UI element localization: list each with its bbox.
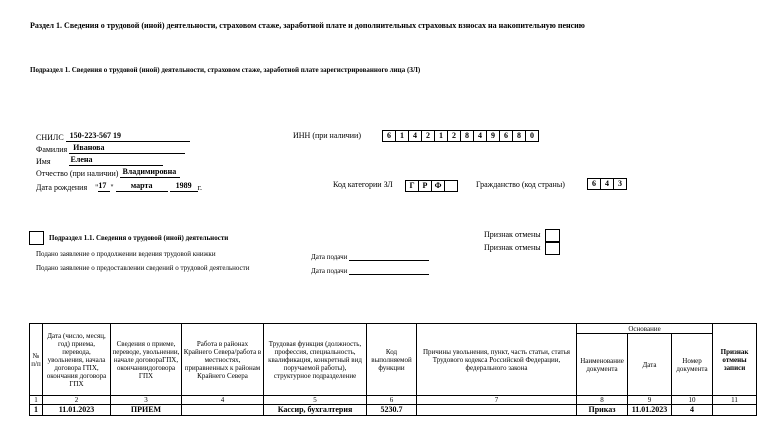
inn-digit-cell: 8 — [461, 131, 474, 141]
citizenship-label: Гражданство (код страны) — [476, 180, 565, 189]
category-letter-cell: Ф — [432, 181, 445, 191]
column-number: 11 — [713, 396, 757, 405]
column-number: 7 — [417, 396, 577, 405]
citizenship-digit-cell: 3 — [618, 179, 622, 188]
inn-digit-cell: 6 — [383, 131, 396, 141]
column-number: 2 — [43, 396, 111, 405]
birth-quote-close: " — [110, 183, 114, 192]
birth-quote-open: " — [95, 183, 99, 192]
citizenship-digit-cell: 6 — [588, 179, 601, 189]
header-doc-name: Наименование документа — [577, 334, 628, 396]
birth-day: 17 — [98, 181, 110, 192]
inn-digit-cell: 1 — [396, 131, 409, 141]
inn-label: ИНН (при наличии) — [293, 131, 361, 140]
inn-digit-cell: 2 — [422, 131, 435, 141]
header-event: Сведения о приеме, переводе, увольнении, начале договораГПХ, окончаниидоговора ГПХ — [111, 324, 182, 396]
cancel-checkbox-2[interactable] — [545, 242, 560, 255]
patronymic-row — [36, 167, 180, 178]
name-value: Елена — [69, 155, 163, 166]
cell-n: 1 — [30, 405, 43, 416]
category-label: Код категории ЗЛ — [333, 180, 393, 189]
column-number: 9 — [628, 396, 672, 405]
column-number: 8 — [577, 396, 628, 405]
inn-digit-cell: 4 — [409, 131, 422, 141]
subsection-title: Подраздел 1. Сведения о трудовой (иной) деятельности, страховом стаже, заработной плате зарегистрированного лица (ЗЛ) — [30, 66, 421, 74]
inn-digit-cell: 4 — [474, 131, 487, 141]
header-doc-number: Номер документа — [672, 334, 713, 396]
surname-row — [36, 143, 185, 154]
subsection-checkbox[interactable] — [29, 231, 44, 245]
column-number: 5 — [264, 396, 367, 405]
birth-label: Дата рождения — [36, 183, 88, 192]
statement-2: Подано заявление о предоставлении сведений о трудовой деятельности — [36, 264, 250, 272]
patronymic-label: Отчество (при наличии) — [36, 169, 119, 178]
column-number: 3 — [111, 396, 182, 405]
date-field-2[interactable] — [349, 264, 429, 275]
column-number: 10 — [672, 396, 713, 405]
category-field — [405, 180, 458, 192]
inn-digit-cell: 8 — [513, 131, 526, 141]
column-number: 1 — [30, 396, 43, 405]
citizenship-field — [587, 178, 627, 190]
cell-north — [182, 405, 264, 416]
column-number: 4 — [182, 396, 264, 405]
category-letter-cell: Г — [406, 181, 419, 191]
header-date: Дата (число, месяц, год) приема, перевода, увольнения, начала договора ГПХ, окончания договора ГПХ — [43, 324, 111, 396]
date-field-1[interactable] — [349, 250, 429, 261]
statement-1: Подано заявление о продолжении ведения трудовой книжки — [36, 250, 216, 258]
cell-event: ПРИЕМ — [111, 405, 182, 416]
inn-digit-cell: 1 — [435, 131, 448, 141]
header-function: Трудовая функция (должность, профессия, специальность, квалификация, конкретный вид поручаемой работы), структурное подразделение — [264, 324, 367, 396]
birth-row — [36, 181, 202, 192]
inn-digit-cell: 6 — [500, 131, 513, 141]
category-letter-cell: Р — [419, 181, 432, 191]
category-letter-cell — [445, 181, 457, 191]
header-north: Работа в районах Крайнего Севера/работа в местностях, приравненных к районам Крайнего Севера — [182, 324, 264, 396]
cell-doc-number: 4 — [672, 405, 713, 416]
subsection-11-title: Подраздел 1.1. Сведения о трудовой (иной) деятельности — [49, 234, 229, 242]
name-row — [36, 155, 163, 166]
header-basis: Основание — [577, 324, 713, 334]
cell-doc-date: 11.01.2023 — [628, 405, 672, 416]
cell-reasons — [417, 405, 577, 416]
inn-digit-cell: 9 — [487, 131, 500, 141]
inn-digit-cell: 0 — [530, 131, 534, 140]
patronymic-value: Владимировна — [120, 167, 180, 178]
snils-value: 150-223-567 19 — [66, 131, 190, 142]
citizenship-digit-cell: 4 — [601, 179, 614, 189]
cancel-checkbox-1[interactable] — [545, 229, 560, 242]
cell-code: 5230.7 — [367, 405, 417, 416]
birth-month: марта — [116, 181, 168, 192]
date-submit-row-2 — [311, 264, 429, 275]
work-activity-table — [29, 323, 757, 416]
header-n: № п/п — [30, 324, 43, 396]
birth-suffix: г. — [197, 183, 203, 192]
column-number: 6 — [367, 396, 417, 405]
birth-year: 1989 — [170, 181, 198, 192]
name-label: Имя — [36, 157, 51, 166]
cell-cancel — [713, 405, 757, 416]
surname-value: Иванова — [69, 143, 185, 154]
cell-function: Кассир, бухгалтерия — [264, 405, 367, 416]
header-cancel: Признак отмены записи — [713, 324, 757, 396]
header-code: Код выполняемой функции — [367, 324, 417, 396]
snils-label: СНИЛС — [36, 133, 64, 142]
cell-doc-name: Приказ — [577, 405, 628, 416]
date-label-2: Дата подачи — [311, 267, 348, 275]
cell-date: 11.01.2023 — [43, 405, 111, 416]
header-doc-date: Дата — [628, 334, 672, 396]
column-number-row — [30, 396, 757, 405]
section-title: Раздел 1. Сведения о трудовой (иной) деятельности, страховом стаже, заработной плате и дополнительных страховых взносах на накопительную пенсию — [30, 21, 585, 30]
date-label-1: Дата подачи — [311, 253, 348, 261]
date-submit-row-1 — [311, 250, 429, 261]
cancel-label-1: Признак отмены — [484, 230, 541, 239]
table-row — [30, 405, 757, 416]
header-reasons: Причины увольнения, пункт, часть статьи, статья Трудового кодекса Российской Федерации, федерального закона — [417, 324, 577, 396]
inn-digit-cell: 2 — [448, 131, 461, 141]
snils-row — [36, 131, 190, 142]
surname-label: Фамилия — [36, 145, 68, 154]
inn-field — [382, 130, 539, 142]
cancel-label-2: Признак отмены — [484, 243, 541, 252]
